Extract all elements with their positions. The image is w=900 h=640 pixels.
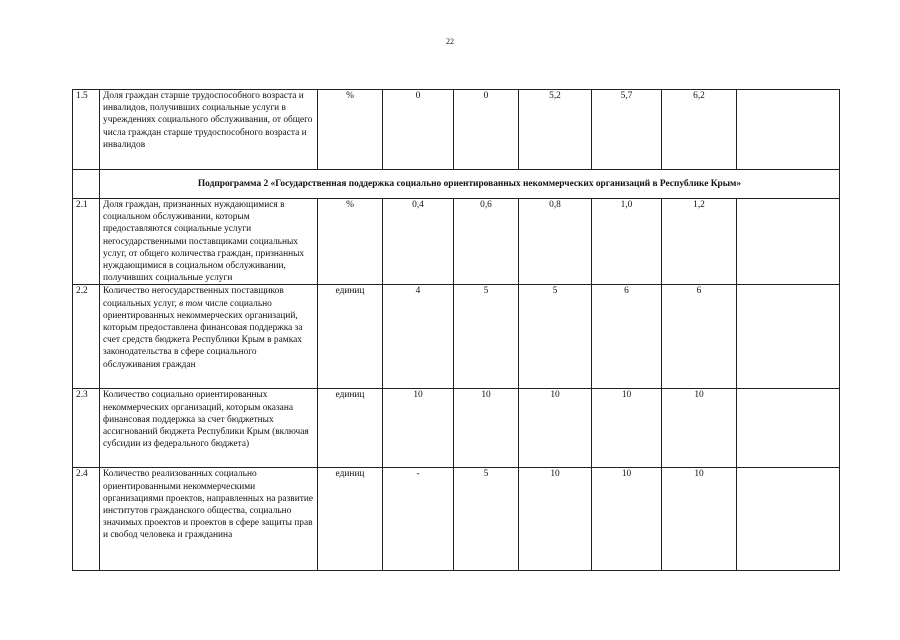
value-cell: 5 bbox=[454, 285, 519, 389]
unit-cell: единиц bbox=[318, 285, 383, 389]
value-cell: 5,2 bbox=[519, 90, 592, 170]
value-cell: 0,6 bbox=[454, 199, 519, 285]
row-number: 1.5 bbox=[73, 90, 100, 170]
value-cell: 4 bbox=[383, 285, 454, 389]
value-cell bbox=[737, 468, 840, 571]
value-cell: 10 bbox=[383, 389, 454, 468]
indicator-name-italic: в том bbox=[179, 298, 203, 309]
value-cell bbox=[737, 389, 840, 468]
unit-cell: % bbox=[318, 199, 383, 285]
table-row bbox=[73, 90, 840, 170]
value-cell: 10 bbox=[592, 389, 662, 468]
indicator-name: Количество реализованных социально ориентированными некоммерческими организациями проектов, направленных на развитие институтов гражданского общества, социально значимых проектов и проектов в сфере защиты прав и свобод человека и гражданина bbox=[100, 468, 318, 571]
unit-cell: единиц bbox=[318, 389, 383, 468]
page-number: 22 bbox=[446, 37, 454, 46]
subprogram-title: Подпрограмма 2 «Государственная поддержка социально ориентированных некоммерческих организаций в Республике Крым» bbox=[100, 170, 840, 199]
value-cell: 5,7 bbox=[592, 90, 662, 170]
row-number: 2.4 bbox=[73, 468, 100, 571]
value-cell bbox=[737, 90, 840, 170]
value-cell: 0 bbox=[454, 90, 519, 170]
table-row bbox=[73, 468, 840, 571]
value-cell: 1,2 bbox=[662, 199, 737, 285]
indicators-table bbox=[72, 89, 840, 571]
row-number: 2.1 bbox=[73, 199, 100, 285]
value-cell: 5 bbox=[519, 285, 592, 389]
value-cell: 10 bbox=[519, 389, 592, 468]
row-number: 2.2 bbox=[73, 285, 100, 389]
value-cell: 5 bbox=[454, 468, 519, 571]
value-cell: 0,8 bbox=[519, 199, 592, 285]
empty-cell bbox=[73, 170, 100, 199]
row-number: 2.3 bbox=[73, 389, 100, 468]
value-cell: 10 bbox=[454, 389, 519, 468]
value-cell: 10 bbox=[662, 389, 737, 468]
value-cell: 6 bbox=[662, 285, 737, 389]
value-cell: 10 bbox=[592, 468, 662, 571]
indicator-name-part: Количество негосударственных поставщиков социальных услуг, bbox=[103, 286, 284, 309]
value-cell: - bbox=[383, 468, 454, 571]
value-cell: 0,4 bbox=[383, 199, 454, 285]
unit-cell: единиц bbox=[318, 468, 383, 571]
value-cell bbox=[737, 199, 840, 285]
subprogram-row bbox=[73, 170, 840, 199]
value-cell bbox=[737, 285, 840, 389]
value-cell: 1,0 bbox=[592, 199, 662, 285]
indicator-name: Доля граждан, признанных нуждающимися в социальном обслуживании, которым предоставляются социальные услуги негосударственными поставщиками социальных услуг, от общего количества граждан, признанных нуждающимися в социальном обслуживании, получивших социальные услуги bbox=[100, 199, 318, 285]
value-cell: 6,2 bbox=[662, 90, 737, 170]
value-cell: 10 bbox=[519, 468, 592, 571]
indicator-name-part: числе социально ориентированных некоммерческих организаций, которым предоставлена финансовая поддержка за счет средств бюджета Республики Крым в рамках законодательства в сфере социального обслуживания граждан bbox=[103, 298, 303, 370]
unit-cell: % bbox=[318, 90, 383, 170]
value-cell: 6 bbox=[592, 285, 662, 389]
value-cell: 10 bbox=[662, 468, 737, 571]
indicator-name bbox=[100, 285, 318, 389]
indicator-name: Количество социально ориентированных некоммерческих организаций, которым оказана финансовая поддержка за счет бюджетных ассигнований бюджета Республики Крым (включая субсидии из федерального бюджета) bbox=[100, 389, 318, 468]
table-row bbox=[73, 285, 840, 389]
indicator-name: Доля граждан старше трудоспособного возраста и инвалидов, получивших социальные услуги в учреждениях социального обслуживания, от общего числа граждан старше трудоспособного возраста и инвалидов bbox=[100, 90, 318, 170]
value-cell: 0 bbox=[383, 90, 454, 170]
table-row bbox=[73, 389, 840, 468]
table-row bbox=[73, 199, 840, 285]
